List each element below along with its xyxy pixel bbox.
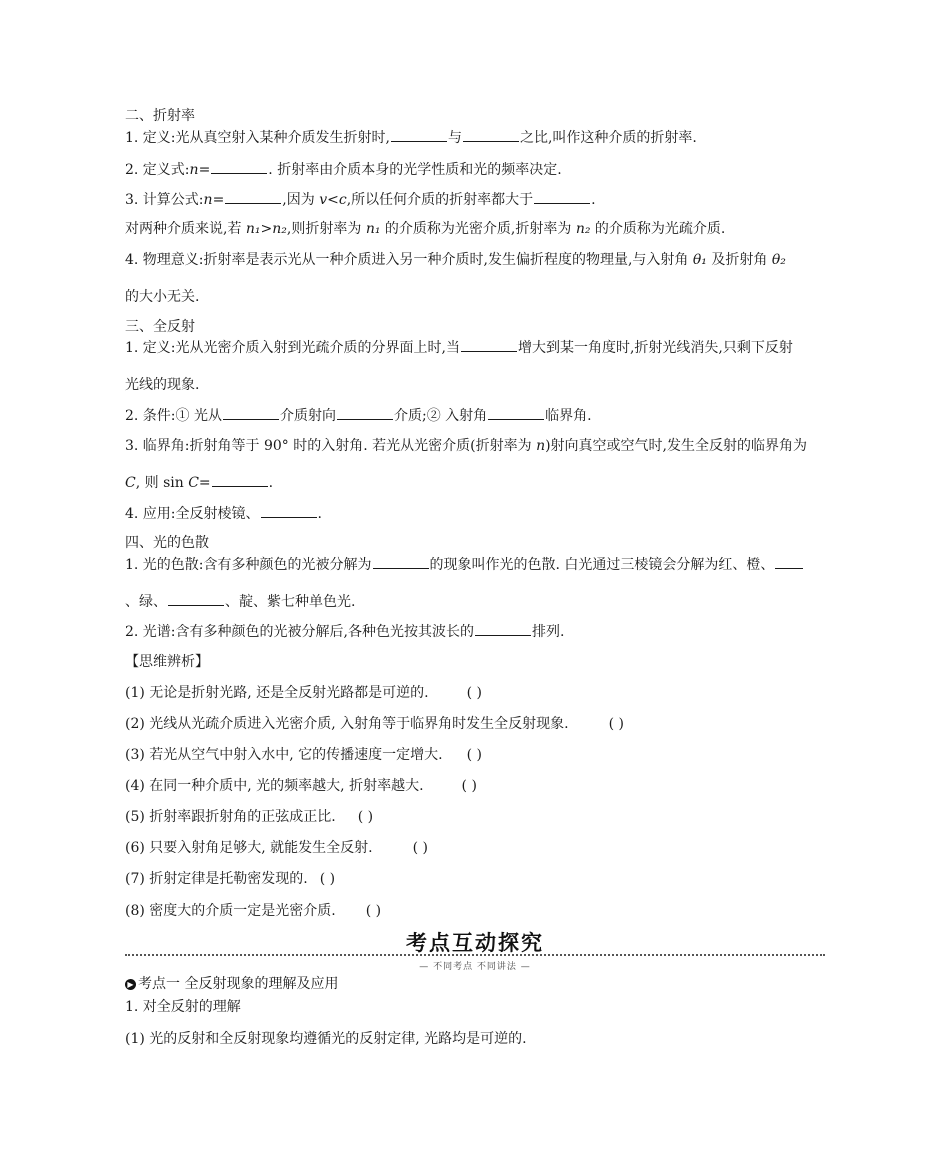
fill-blank[interactable] bbox=[463, 128, 519, 142]
section-banner-subtitle: — 不同考点 不同讲法 — bbox=[419, 962, 531, 972]
answer-bracket[interactable]: ( ) bbox=[608, 716, 625, 732]
tir-application: 4. 应用:全反射棱镜、 . bbox=[125, 506, 322, 522]
fill-blank[interactable] bbox=[211, 160, 267, 174]
thinking-item: (8) 密度大的介质一定是光密介质. ( ) bbox=[125, 903, 382, 919]
fill-blank[interactable] bbox=[391, 128, 447, 142]
tir-definition: 1. 定义:光从光密介质入射到光疏介质的分界面上时,当 增大到某一角度时,折射光线消失,只剩下反射 bbox=[125, 340, 793, 356]
thinking-item: (2) 光线从光疏介质进入光密介质, 入射角等于临界角时发生全反射现象. ( ) bbox=[125, 716, 625, 732]
refraction-meaning: 4. 物理意义:折射率是表示光从一种介质进入另一种介质时,发生偏折程度的物理量,与入射角 θ₁ 及折射角 θ₂ bbox=[125, 252, 786, 268]
fill-blank[interactable] bbox=[225, 190, 281, 204]
thinking-item: (4) 在同一种介质中, 光的频率越大, 折射率越大. ( ) bbox=[125, 778, 477, 794]
answer-bracket[interactable]: ( ) bbox=[365, 903, 382, 919]
thinking-item: (5) 折射率跟折射角的正弦成正比. ( ) bbox=[125, 809, 374, 825]
fill-blank[interactable] bbox=[223, 406, 279, 420]
dispersion-spectrum: 2. 光谱:含有多种颜色的光被分解后,各种色光按其波长的 排列. bbox=[125, 624, 565, 640]
tir-condition: 2. 条件:① 光从 介质射向 介质;② 入射角 临界角. bbox=[125, 408, 592, 424]
kaodian-paragraph: (1) 光的反射和全反射现象均遵循光的反射定律, 光路均是可逆的. bbox=[125, 1031, 527, 1047]
refraction-formula: 2. 定义式:n= . 折射率由介质本身的光学性质和光的频率决定. bbox=[125, 162, 562, 178]
section-banner-title: 考点互动探究 bbox=[406, 931, 544, 955]
fill-blank[interactable] bbox=[212, 473, 268, 487]
tir-critical-angle: 3. 临界角:折射角等于 90° 时的入射角. 若光从光密介质(折射率为 n)射向真空或空气时,发生全反射的临界角为 bbox=[125, 438, 808, 454]
answer-bracket[interactable]: ( ) bbox=[466, 747, 483, 763]
fill-blank[interactable] bbox=[373, 555, 429, 569]
thinking-item: (1) 无论是折射光路, 还是全反射光路都是可逆的. ( ) bbox=[125, 685, 483, 701]
kaodian-heading: ▶ 考点一 全反射现象的理解及应用 bbox=[125, 975, 338, 993]
section-heading-refraction: 二、折射率 bbox=[125, 108, 195, 124]
refraction-meaning-cont: 的大小无关. bbox=[125, 289, 200, 305]
kaodian-subheading: 1. 对全反射的理解 bbox=[125, 999, 241, 1015]
refraction-definition: 1. 定义:光从真空射入某种介质发生折射时, 与 之比,叫作这种介质的折射率. bbox=[125, 130, 697, 146]
section-heading-dispersion: 四、光的色散 bbox=[125, 535, 209, 551]
tir-critical-angle-cont: C, 则 sin C= . bbox=[125, 475, 274, 491]
fill-blank[interactable] bbox=[475, 622, 531, 636]
answer-bracket[interactable]: ( ) bbox=[412, 840, 429, 856]
fill-blank[interactable] bbox=[337, 406, 393, 420]
refraction-calc: 3. 计算公式:n= ,因为 v<c,所以任何介质的折射率都大于 . bbox=[125, 192, 596, 208]
answer-bracket[interactable]: ( ) bbox=[357, 809, 374, 825]
answer-bracket[interactable]: ( ) bbox=[461, 778, 477, 794]
play-bullet-icon: ▶ bbox=[125, 979, 136, 990]
answer-bracket[interactable]: ( ) bbox=[466, 685, 483, 701]
thinking-item: (6) 只要入射角足够大, 就能发生全反射. ( ) bbox=[125, 840, 429, 856]
thinking-item: (3) 若光从空气中射入水中, 它的传播速度一定增大. ( ) bbox=[125, 747, 483, 763]
fill-blank[interactable] bbox=[461, 338, 517, 352]
fill-blank[interactable] bbox=[261, 504, 317, 518]
fill-blank[interactable] bbox=[775, 555, 803, 569]
banner-divider bbox=[125, 954, 825, 956]
dispersion-definition: 1. 光的色散:含有多种颜色的光被分解为 的现象叫作光的色散. 白光通过三棱镜会分解为红、橙、 bbox=[125, 555, 804, 574]
fill-blank[interactable] bbox=[168, 592, 224, 606]
thinking-item: (7) 折射定律是托勒密发现的. ( ) bbox=[125, 871, 336, 887]
thinking-heading: 【思维辨析】 bbox=[125, 654, 209, 670]
fill-blank[interactable] bbox=[534, 190, 590, 204]
tir-definition-cont: 光线的现象. bbox=[125, 377, 200, 393]
fill-blank[interactable] bbox=[488, 406, 544, 420]
refraction-compare: 对两种介质来说,若 n₁>n₂,则折射率为 n₁ 的介质称为光密介质,折射率为 n₂ 的介质称为光疏介质. bbox=[125, 221, 726, 237]
section-heading-tir: 三、全反射 bbox=[125, 319, 195, 335]
answer-bracket[interactable]: ( ) bbox=[319, 871, 336, 887]
dispersion-definition-cont: 、绿、 、靛、紫七种单色光. bbox=[125, 594, 356, 610]
